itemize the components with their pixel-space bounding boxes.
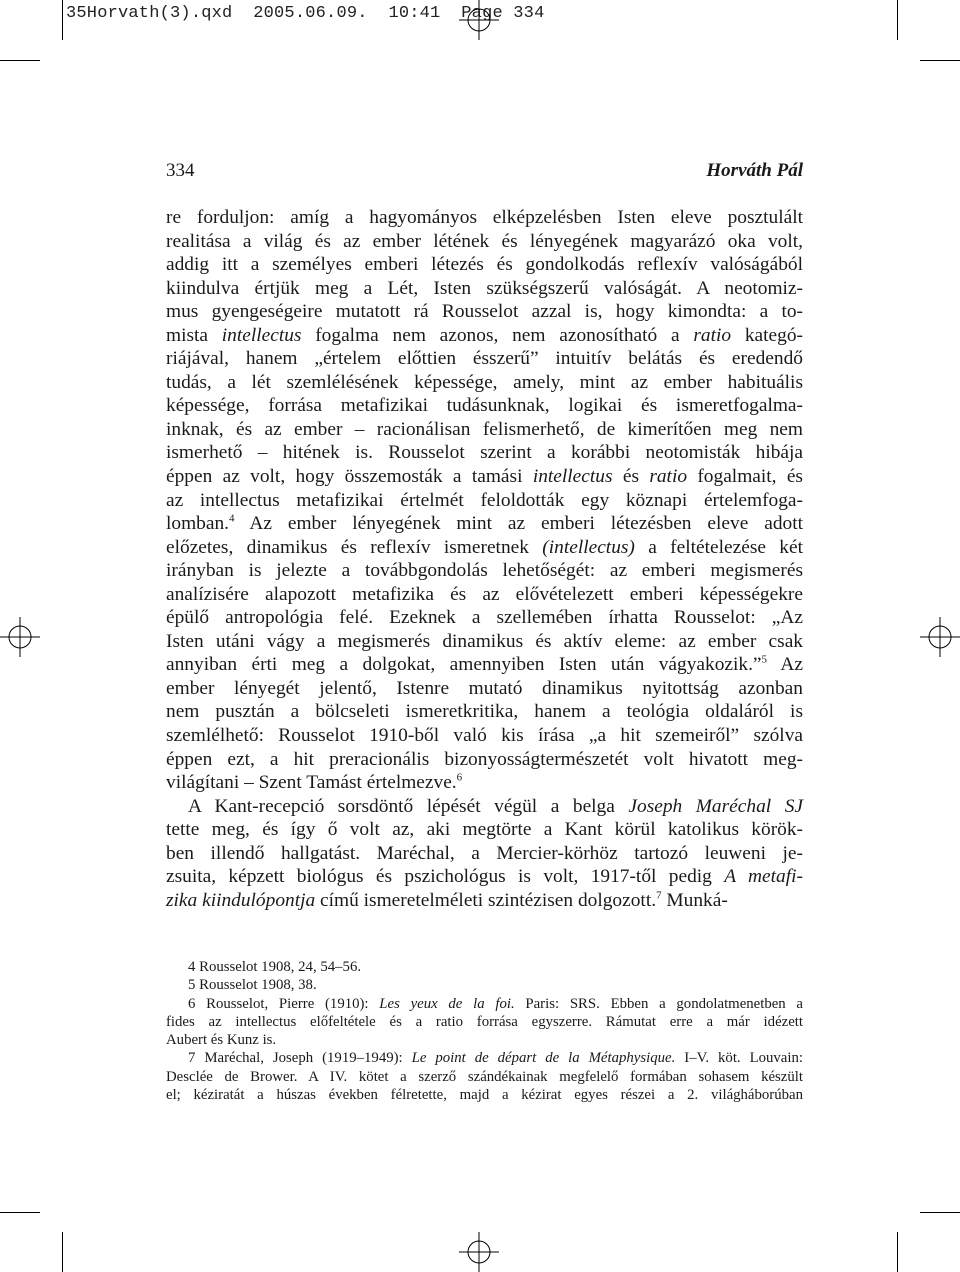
body-line bbox=[166, 347, 803, 371]
body-line bbox=[166, 489, 803, 513]
footnote-7-line-3: el; kéziratát a húszas években félretette, majd a kézirat egyes részei a 2. világháborúban bbox=[166, 1087, 803, 1104]
text-run: kategó- bbox=[731, 324, 803, 346]
body-line bbox=[166, 724, 803, 748]
text-run: addig itt a személyes emberi létezés és gondolkodás reflexív valóságából bbox=[166, 254, 803, 276]
body-line bbox=[166, 748, 803, 772]
footnote-6-author: 6 Rousselot, Pierre (1910): bbox=[188, 995, 380, 1012]
crop-mark-top-left-v bbox=[62, 0, 63, 40]
text-run: kiindulva értjük meg a Lét, Isten szükségszerű valóságát. A neotomiz- bbox=[166, 277, 803, 299]
text-run: világítani – Szent Tamást értelmezve. bbox=[166, 772, 457, 794]
crop-mark-top-right-h bbox=[920, 60, 960, 61]
registration-mark-bottom-icon bbox=[459, 1232, 499, 1272]
footnote-ref: 7 bbox=[656, 889, 662, 902]
text-run: realitása a világ és az ember létének és lényegének magyarázó oka volt, bbox=[166, 230, 803, 252]
text-run: inknak, és az ember – racionálisan felismerhető, de kimerítően meg nem bbox=[166, 418, 803, 440]
footnote-6-line-2: fides az intellectus előfeltétele és a ratio forrása egyszerre. Rámutat erre a már idézett bbox=[166, 1013, 803, 1030]
text-run: Munká- bbox=[661, 889, 728, 911]
text-run: A Kant-recepció sorsdöntő lépését végül a belga bbox=[188, 795, 629, 817]
text-run: mus gyengeségeire mutatott rá Rousselot azzal is, hogy kimondta: a to- bbox=[166, 301, 803, 323]
text-run: Isten utáni vágy a megismerés dinamikus és aktív eleme: az ember csak bbox=[166, 630, 803, 652]
footnotes bbox=[166, 958, 803, 1104]
text-run: nem pusztán a bölcseleti ismeretkritika, hanem a teológia oldaláról is bbox=[166, 701, 803, 723]
crop-mark-bottom-left-v bbox=[62, 1232, 63, 1272]
body-text bbox=[166, 206, 803, 912]
crop-mark-bottom-right-v bbox=[897, 1232, 898, 1272]
body-line bbox=[166, 700, 803, 724]
text-run: ben illendő hallgatást. Maréchal, a Mercier-körhöz tartozó leuweni je- bbox=[166, 842, 803, 864]
body-line bbox=[166, 277, 803, 301]
body-line bbox=[166, 536, 803, 560]
footnote-7-publisher: I–V. köt. Louvain: bbox=[675, 1050, 803, 1067]
text-run: éppen ezt, a hit preracionális bizonyosságtermészetét volt hivatott meg- bbox=[166, 748, 803, 770]
italic-term: Joseph Maréchal SJ bbox=[628, 795, 804, 817]
text-run: irányban is jelezte a továbbgondolás lehetőségét: az emberi megismerés bbox=[166, 560, 803, 582]
text-run: című ismeretelméleti szintézisen dolgozott. bbox=[315, 889, 657, 911]
italic-term: (intellectus) bbox=[542, 536, 635, 558]
footnote-4: 4 Rousselot 1908, 24, 54–56. bbox=[188, 959, 362, 975]
registration-mark-right-icon bbox=[920, 617, 960, 657]
body-line bbox=[166, 371, 803, 395]
body-line bbox=[166, 842, 803, 866]
body-line bbox=[166, 630, 803, 654]
text-run: re forduljon: amíg a hagyományos elképzelésben Isten eleve posztulált bbox=[166, 207, 803, 228]
crop-mark-bottom-left-h bbox=[0, 1212, 40, 1213]
italic-term: intellectus bbox=[532, 466, 613, 488]
body-line bbox=[166, 606, 803, 630]
text-run: Az bbox=[767, 654, 803, 676]
italic-term: intellectus bbox=[221, 324, 302, 346]
running-head-author: Horváth Pál bbox=[706, 160, 803, 181]
page-number: 334 bbox=[166, 160, 195, 181]
italic-term: A metafi- bbox=[724, 866, 803, 888]
italic-term: ratio bbox=[693, 324, 732, 346]
text-run: zsuita, képzett biológus és pszichológus is volt, 1917-től pedig bbox=[166, 866, 725, 888]
body-line bbox=[166, 418, 803, 442]
footnote-7-line-1 bbox=[166, 1049, 803, 1067]
body-line bbox=[166, 889, 803, 913]
italic-term: zika kiindulópontja bbox=[166, 889, 316, 911]
text-run: annyiban érti meg a dolgokat, amennyiben Isten után vágyakozik.” bbox=[166, 654, 762, 676]
crop-mark-top-left-h bbox=[0, 60, 40, 61]
text-run: fogalma nem azonos, nem azonosítható a bbox=[301, 324, 694, 346]
text-run: ember lényegét jelentő, Istenre mutató dinamikus nyitottság azonban bbox=[166, 677, 803, 699]
text-run: Az ember lényegének mint az emberi létezésben eleve adott bbox=[234, 513, 803, 535]
footnote-6-line-1 bbox=[166, 995, 803, 1013]
footnote-ref: 5 bbox=[761, 653, 768, 666]
text-run: éppen az volt, hogy összemosták a tamási bbox=[166, 466, 533, 488]
body-line bbox=[166, 653, 803, 677]
text-run: fogalmait, és bbox=[687, 466, 803, 488]
body-line bbox=[166, 865, 803, 889]
body-line bbox=[166, 230, 803, 254]
text-run: épülő antropológia felé. Ezeknek a szellemében írhatta Rousselot: „Az bbox=[166, 607, 803, 629]
body-line bbox=[166, 394, 803, 418]
footnote-7-line-2: Desclée de Brower. A IV. kötet a szerző szándékainak megfelelő formában sohasem készült bbox=[166, 1068, 803, 1085]
text-run: előzetes, dinamikus és reflexív ismeretnek bbox=[166, 536, 543, 558]
body-line bbox=[166, 559, 803, 583]
body-line bbox=[166, 324, 803, 348]
footnote-6-title: Les yeux de la foi. bbox=[379, 995, 515, 1012]
text-run: és bbox=[612, 466, 650, 488]
text-run: analízisére alapozott metafizika és az elővételezett emberi képességekre bbox=[166, 583, 803, 605]
footnote-5: 5 Rousselot 1908, 38. bbox=[188, 977, 317, 994]
footnote-ref: 4 bbox=[229, 512, 235, 525]
registration-mark-left-icon bbox=[0, 617, 40, 657]
text-run: szemlélhető: Rousselot 1910-ből való kis írása „a hit szemeiről” szólva bbox=[166, 725, 803, 747]
body-line bbox=[166, 512, 803, 536]
footnote-7-author: 7 Maréchal, Joseph (1919–1949): bbox=[188, 1050, 412, 1067]
body-line bbox=[166, 677, 803, 701]
text-run: ismerhető – hitének is. Rousselot szerint a korábbi neotomisták hibája bbox=[166, 442, 803, 464]
registration-mark-top-icon bbox=[459, 0, 499, 40]
body-line bbox=[166, 206, 803, 230]
body-line bbox=[166, 583, 803, 607]
body-line bbox=[166, 465, 803, 489]
body-line bbox=[166, 818, 803, 842]
body-line bbox=[166, 771, 803, 795]
text-run: tudás, a lét szemlélésének képessége, amely, mint az ember habituális bbox=[166, 371, 803, 393]
text-run: képessége, forrása metafizikai tudásunknak, logikai és ismeretfogalma- bbox=[166, 395, 803, 417]
body-line bbox=[166, 300, 803, 324]
crop-mark-bottom-right-h bbox=[920, 1212, 960, 1213]
body-line bbox=[166, 441, 803, 465]
page-header bbox=[166, 160, 803, 186]
footnote-ref: 6 bbox=[456, 771, 463, 784]
text-run: a feltételezése két bbox=[634, 536, 803, 558]
body-line bbox=[166, 253, 803, 277]
italic-term: ratio bbox=[649, 466, 688, 488]
crop-mark-top-right-v bbox=[897, 0, 898, 40]
body-line bbox=[166, 795, 803, 819]
text-run: az intellectus metafizikai értelmét feloldották egy köznapi értelemfoga- bbox=[166, 489, 803, 511]
footnote-6-line-3: Aubert és Kunz is. bbox=[166, 1032, 277, 1049]
text-run: tette meg, és így ő volt az, aki megtörte a Kant körül katolikus körök- bbox=[166, 819, 803, 841]
text-run: mista bbox=[166, 324, 222, 346]
text-run: lomban. bbox=[166, 513, 230, 535]
footnote-7-title: Le point de départ de la Métaphysique. bbox=[411, 1050, 676, 1067]
text-run: riájával, hanem „értelem előttien ésszerű” intuitív belátás és eredendő bbox=[166, 348, 803, 370]
footnote-6-publisher: Paris: SRS. Ebben a gondolatmenetben a bbox=[514, 995, 804, 1012]
file-slug: 35Horvath(3).qxd 2005.06.09. 10:41 Page 334 bbox=[66, 4, 545, 23]
